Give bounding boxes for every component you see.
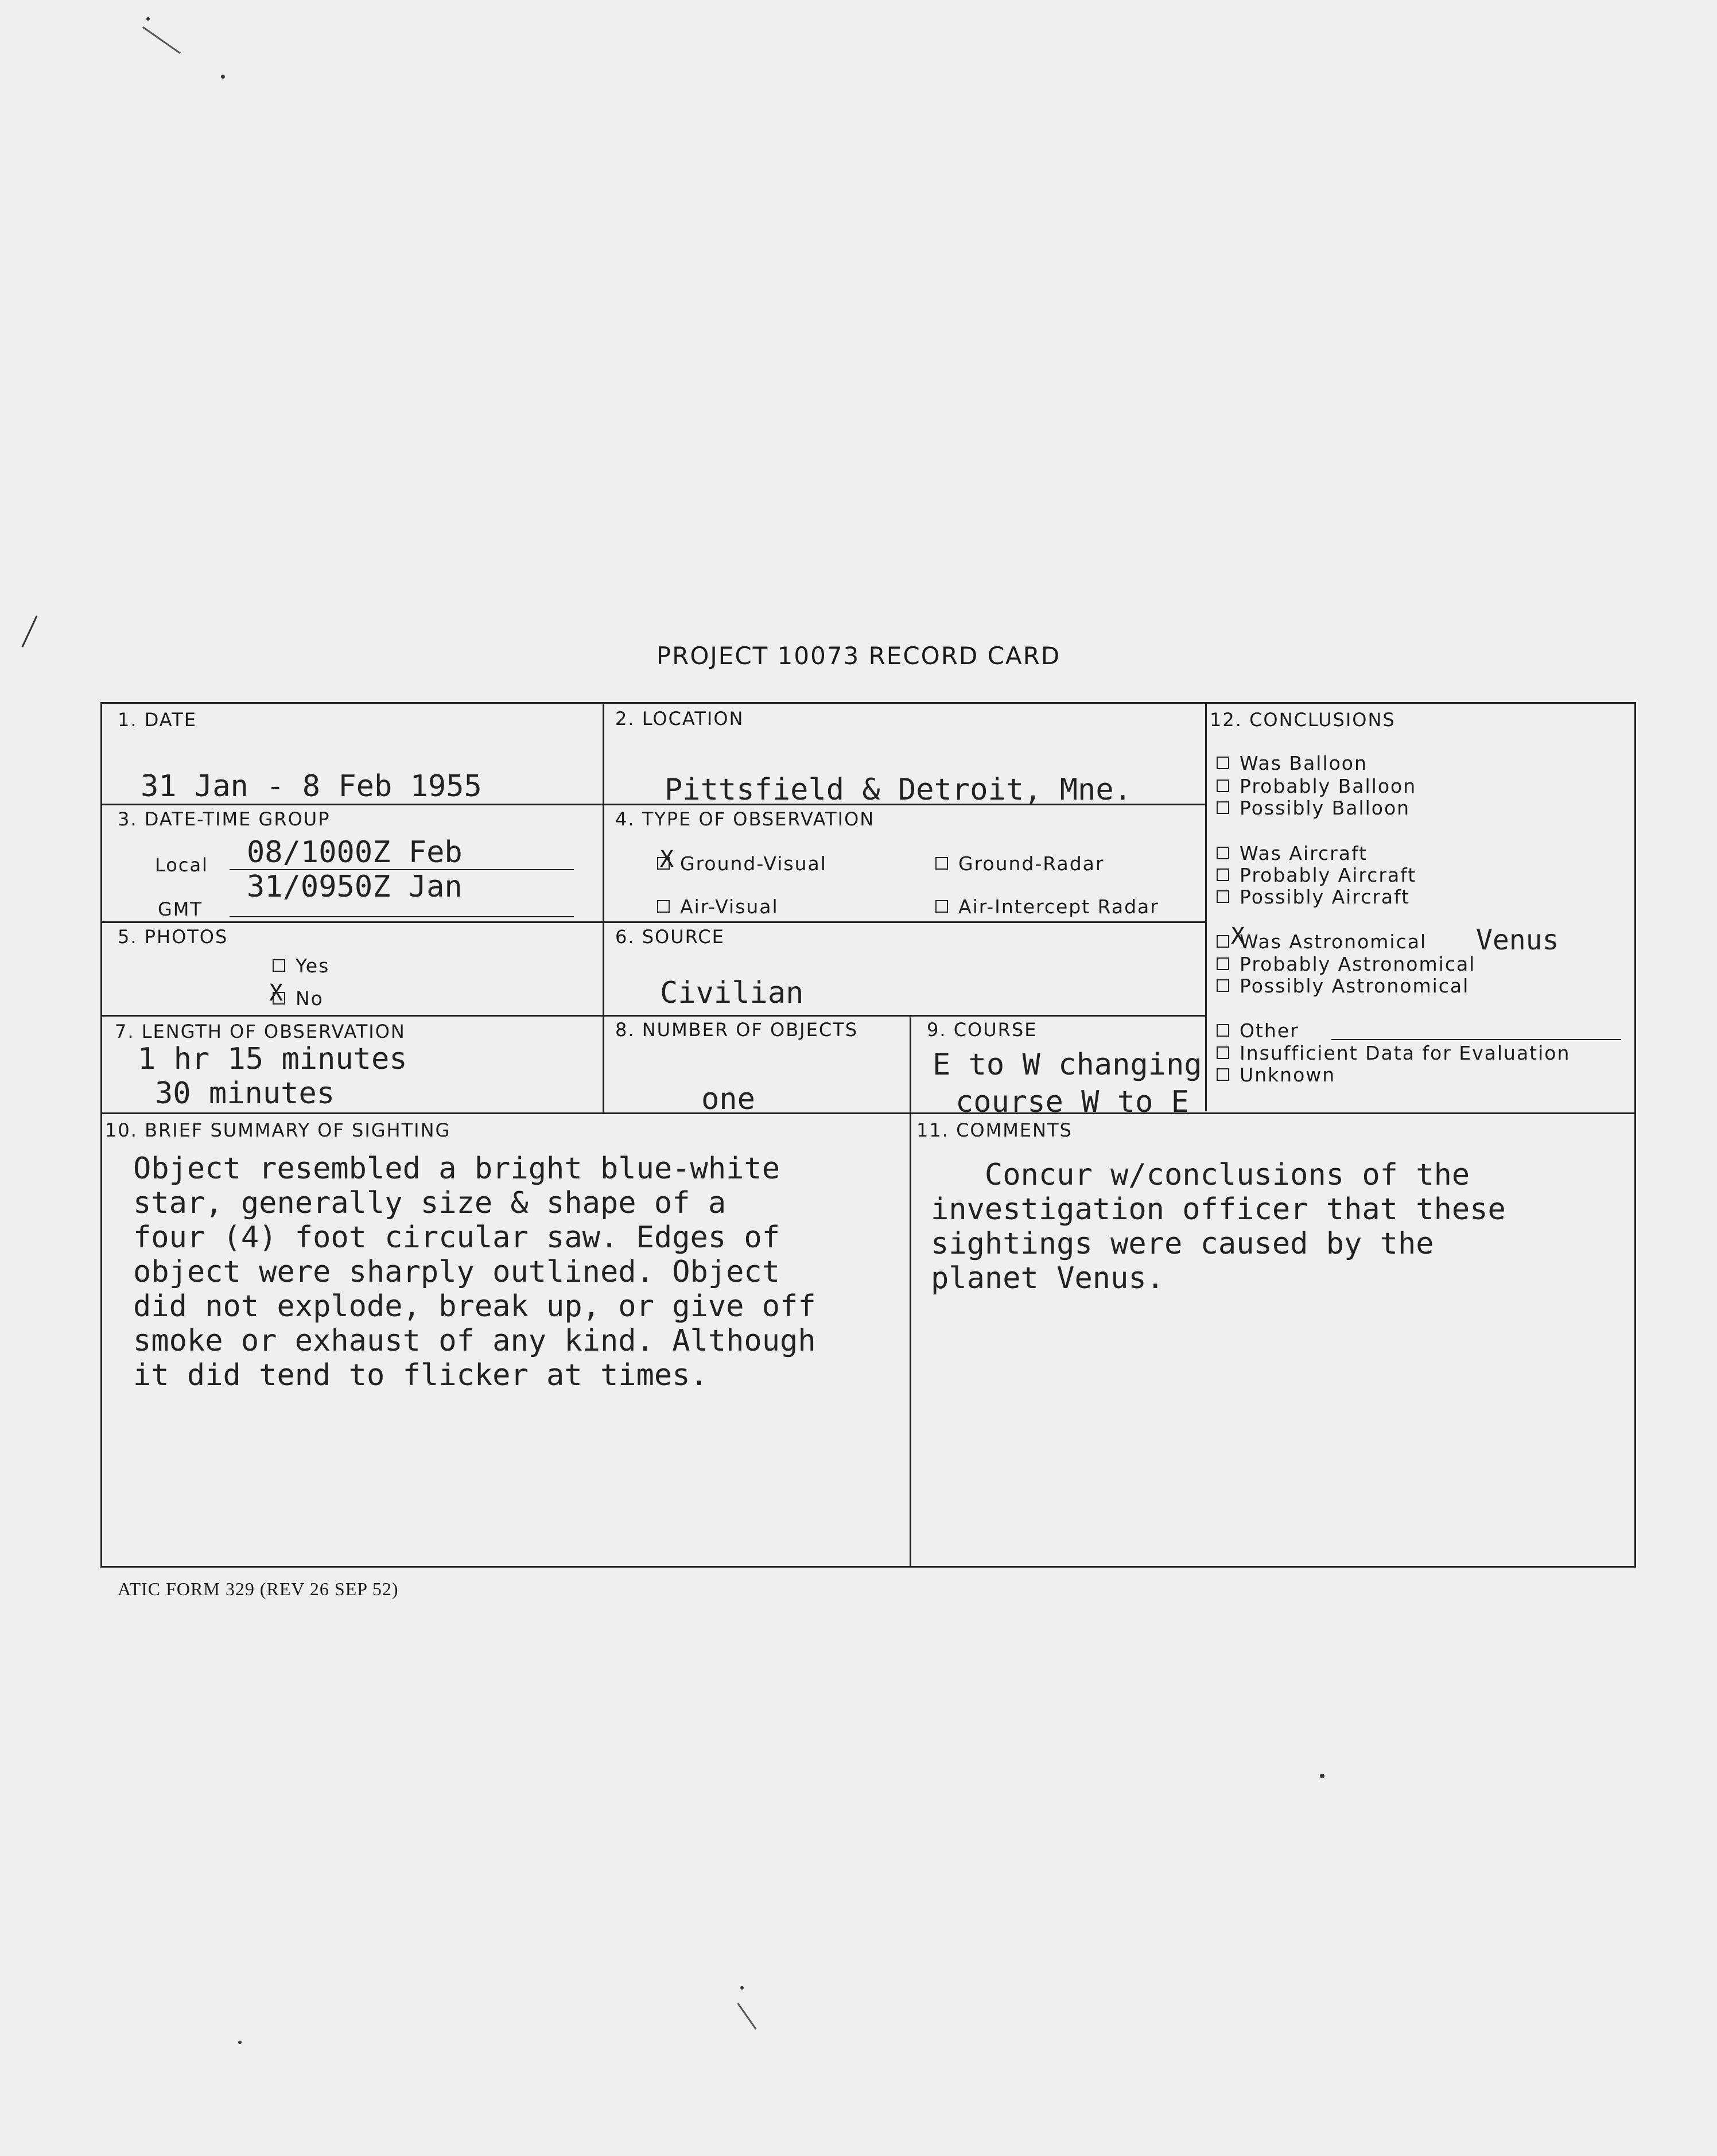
comments-label: 11. COMMENTS [916, 1119, 1073, 1141]
unknown-checkbox [1217, 1068, 1229, 1081]
date-value: 31 Jan - 8 Feb 1955 [141, 769, 482, 804]
source-value: Civilian [660, 976, 804, 1010]
date-time-group-label: 3. DATE-TIME GROUP [118, 808, 331, 830]
conclusions-label: 12. CONCLUSIONS [1210, 709, 1396, 731]
possibly-balloon-option: Possibly Balloon [1217, 797, 1410, 819]
was-balloon-checkbox [1217, 757, 1229, 769]
length-line-2: 30 minutes [155, 1076, 335, 1111]
ground-visual-option: Ground-Visual [657, 852, 827, 875]
probably-astronomical-checkbox [1217, 957, 1229, 970]
photos-no-option: No [273, 987, 324, 1010]
summary-label: 10. BRIEF SUMMARY OF SIGHTING [105, 1119, 451, 1141]
unknown-option: Unknown [1217, 1064, 1335, 1086]
was-astronomical-checkbox [1217, 935, 1229, 948]
was-astronomical-note: Venus [1476, 924, 1559, 956]
source-label: 6. SOURCE [615, 926, 725, 948]
ground-radar-option: Ground-Radar [935, 852, 1104, 875]
possibly-balloon-checkbox [1217, 801, 1229, 814]
local-value: 08/1000Z Feb [247, 835, 463, 870]
insufficient-data-option: Insufficient Data for Evaluation [1217, 1042, 1570, 1064]
probably-aircraft-checkbox [1217, 868, 1229, 881]
was-aircraft-checkbox [1217, 847, 1229, 859]
comments-text: Concur w/conclusions of the investigation officer that these sightings were caused by the planet Venus. [931, 1158, 1506, 1296]
photos-label: 5. PHOTOS [118, 926, 228, 948]
other-option: Other [1217, 1019, 1299, 1042]
length-line-1: 1 hr 15 minutes [138, 1042, 407, 1076]
photos-yes-checkbox [273, 959, 285, 972]
summary-text: Object resembled a bright blue-white star, generally size & shape of a four (4) foot circular saw. Edges of object were sharply outlined. Object did not explode, break up, or give off smoke or exhaust of any kind. Although it did tend to flicker at times. [133, 1151, 816, 1393]
possibly-aircraft-option: Possibly Aircraft [1217, 886, 1410, 908]
ground-visual-check-mark: X [660, 846, 674, 873]
probably-astronomical-option: Probably Astronomical [1217, 953, 1475, 975]
air-visual-checkbox [657, 900, 670, 913]
probably-aircraft-option: Probably Aircraft [1217, 864, 1416, 886]
local-label: Local [155, 854, 208, 876]
gmt-value: 31/0950Z Jan [247, 870, 463, 904]
ground-radar-checkbox [935, 857, 948, 870]
was-balloon-option: Was Balloon [1217, 752, 1368, 774]
location-value: Pittsfield & Detroit, Mne. [665, 773, 1132, 807]
course-label: 9. COURSE [927, 1019, 1038, 1041]
probably-balloon-option: Probably Balloon [1217, 775, 1416, 797]
gmt-label: GMT [158, 898, 203, 920]
was-astronomical-check-mark: X [1231, 923, 1245, 949]
insufficient-data-checkbox [1217, 1046, 1229, 1059]
probably-balloon-checkbox [1217, 780, 1229, 792]
observation-type-label: 4. TYPE OF OBSERVATION [615, 808, 875, 830]
number-of-objects-label: 8. NUMBER OF OBJECTS [615, 1019, 858, 1041]
course-line-2: course W to E [955, 1085, 1189, 1119]
photos-yes-option: Yes [273, 955, 329, 977]
air-intercept-radar-option: Air-Intercept Radar [935, 895, 1159, 918]
air-intercept-radar-checkbox [935, 900, 948, 913]
number-of-objects-value: one [701, 1082, 755, 1116]
form-number: ATIC FORM 329 (REV 26 SEP 52) [118, 1579, 399, 1599]
location-label: 2. LOCATION [615, 708, 744, 730]
was-astronomical-option: Was Astronomical [1217, 930, 1427, 953]
other-checkbox [1217, 1024, 1229, 1037]
air-visual-option: Air-Visual [657, 895, 779, 918]
course-line-1: E to W changing [933, 1048, 1202, 1082]
possibly-aircraft-checkbox [1217, 890, 1229, 903]
date-label: 1. DATE [118, 709, 197, 731]
card-title: PROJECT 10073 RECORD CARD [656, 642, 1061, 670]
photos-no-check-mark: X [269, 980, 283, 1006]
possibly-astronomical-checkbox [1217, 979, 1229, 992]
was-aircraft-option: Was Aircraft [1217, 842, 1368, 864]
possibly-astronomical-option: Possibly Astronomical [1217, 975, 1469, 997]
length-of-observation-label: 7. LENGTH OF OBSERVATION [115, 1021, 406, 1042]
